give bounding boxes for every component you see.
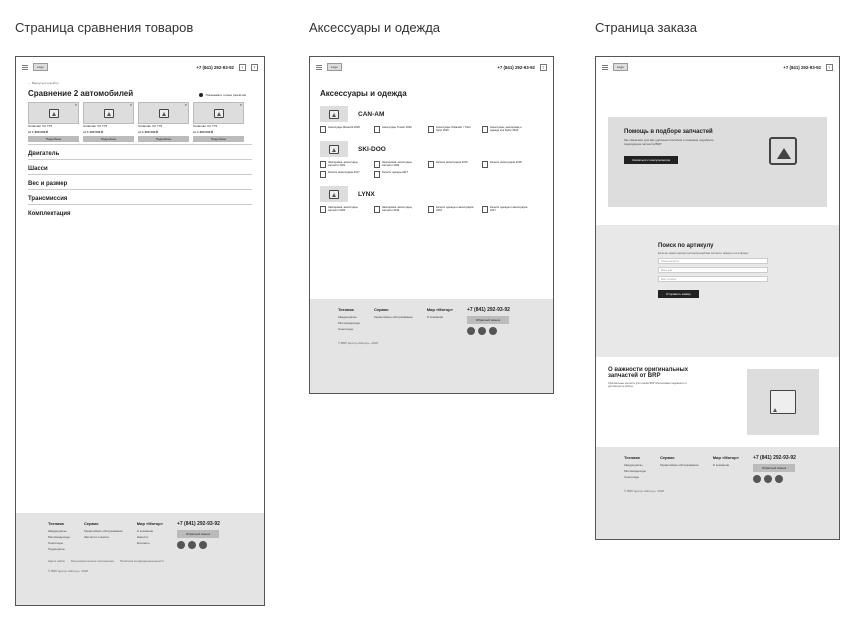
board-title-compare: Страница сравнения товаров <box>15 20 194 35</box>
close-icon[interactable]: × <box>184 102 187 107</box>
footer-link[interactable]: Гарантийное обслуживание <box>659 463 699 467</box>
doc-list <box>320 126 543 133</box>
brand-name: LYNX <box>358 190 375 198</box>
part-number-input[interactable]: Номер запчасти <box>658 258 768 264</box>
article-search <box>596 225 839 357</box>
divider <box>28 174 252 175</box>
youtube-icon[interactable] <box>489 327 497 335</box>
details-button[interactable]: Подробнее <box>28 136 79 142</box>
section-equipment: Комплектация <box>28 211 71 217</box>
footer-col-title: Сервис <box>373 307 389 312</box>
back-link[interactable]: ← Вернуться в выбор <box>28 81 59 85</box>
menu-icon[interactable] <box>316 65 322 70</box>
brand-row <box>320 186 543 202</box>
logo[interactable]: Logo <box>33 63 48 71</box>
footer-link[interactable]: Запчасти и масла <box>83 535 109 539</box>
menu-icon[interactable] <box>22 65 28 70</box>
footer-col-title: Сервис <box>83 521 99 526</box>
site-header <box>310 57 553 77</box>
product-price: от 1 200 000 ₽ <box>28 130 49 134</box>
board-title-accessories: Аксессуары и одежда <box>309 20 441 35</box>
doc-link[interactable]: Каталог аксессуаров 2018 <box>482 161 530 168</box>
doc-link[interactable]: Экипировка, аксессуары, запчасти 2019 <box>374 206 422 213</box>
footer-phone[interactable]: +7 (841) 292-93-92 <box>176 521 220 527</box>
close-icon[interactable]: × <box>74 102 77 107</box>
section-weight: Вес и размер <box>28 181 68 187</box>
diffs-toggle[interactable] <box>199 93 246 97</box>
footer-link[interactable]: Квадроциклы <box>48 529 67 533</box>
compare-icon[interactable]: ▯ <box>826 64 833 71</box>
footer-link[interactable]: Гидроциклы <box>48 547 65 551</box>
original-parts-block <box>596 357 839 453</box>
product-name: Outlander XU T75 <box>193 124 218 128</box>
doc-link[interactable]: Каталог одежды и аксессуаров 2018 <box>428 206 476 213</box>
site-header <box>16 57 264 77</box>
brand-name: CAN-AM <box>358 110 385 118</box>
product-card <box>28 102 79 142</box>
brand-row <box>320 141 543 157</box>
name-input[interactable]: Ваше имя <box>658 267 768 273</box>
diffs-label: Показывать только различия <box>205 93 246 97</box>
footer-link[interactable]: О компании <box>136 529 154 533</box>
footer-link[interactable]: О компании <box>426 315 444 319</box>
callback-button[interactable]: Обратный звонок <box>753 464 795 472</box>
footer-col-title: Мир «Мотор» <box>426 307 453 312</box>
doc-link[interactable]: Экипировка, аксессуары, запчасти 2020 <box>320 206 368 213</box>
header-phone[interactable]: +7 (841) 292-93-92 <box>196 64 234 70</box>
site-footer <box>310 299 553 393</box>
consultant-button[interactable]: Связаться с консультантом <box>624 156 678 164</box>
product-card <box>83 102 134 142</box>
facebook-icon[interactable] <box>764 475 772 483</box>
image-icon <box>329 145 339 154</box>
brand-name: SKI-DOO <box>358 145 386 153</box>
product-price: от 1 200 000 ₽ <box>83 130 104 134</box>
details-button[interactable]: Подробнее <box>138 136 189 142</box>
footer-link[interactable]: Мотовездеходы <box>48 535 70 539</box>
help-title: Помощь в подборе запчастей <box>624 129 713 135</box>
details-button[interactable]: Подробнее <box>83 136 134 142</box>
submit-button[interactable]: Отправить заявку <box>658 290 699 298</box>
footer-link[interactable]: Контакты <box>136 541 150 545</box>
doc-link[interactable]: Каталог аксессуаров 2019 <box>428 161 476 168</box>
facebook-icon[interactable] <box>188 541 196 549</box>
social-icons <box>467 327 510 335</box>
copyright: © BRP Центр «Мотор», 2018 <box>624 489 664 493</box>
copyright: © BRP Центр «Мотор», 2018 <box>338 341 378 345</box>
footer-link[interactable]: Мотовездеходы <box>624 469 646 473</box>
footer-col-title: Сервис <box>659 455 675 460</box>
product-name: Outlander XU T75 <box>28 124 53 128</box>
help-text: Мы свяжемся для вас удобным способом и поможем подобрать подходящие запчасти BRP <box>624 138 714 146</box>
order-page-frame <box>595 56 840 540</box>
footer-link[interactable]: Новости <box>136 535 149 539</box>
compare-icon[interactable]: ▯ <box>540 64 547 71</box>
orig-text: Оригинальные запчасти для техники BRP обеспечивают надежность и долговечность работы. <box>608 382 687 388</box>
image-icon <box>329 110 339 119</box>
doc-list <box>320 206 543 213</box>
menu-icon[interactable] <box>602 65 608 70</box>
logo[interactable]: Logo <box>613 63 628 71</box>
footer-col-title: Мир «Мотор» <box>136 521 163 526</box>
image-icon <box>769 137 797 165</box>
accessories-page-frame <box>309 56 554 394</box>
section-engine: Двигатель <box>28 151 60 157</box>
footer-link[interactable]: Квадроциклы <box>338 315 357 319</box>
social-icons <box>177 541 220 549</box>
product-price: от 1 200 000 ₽ <box>193 130 214 134</box>
divider <box>28 189 252 190</box>
doc-link[interactable]: Аксессуары, экипировка и одежда для Ryker 2020 <box>482 126 530 133</box>
legal-link[interactable]: Карта сайта <box>48 559 65 563</box>
footer-phone[interactable]: +7 (841) 292-93-92 <box>466 307 510 313</box>
help-block <box>608 117 827 207</box>
site-footer <box>596 447 839 539</box>
doc-link[interactable]: Экипировка, аксессуары, запчасти 2021 <box>320 161 368 168</box>
orig-title: О важности оригинальных запчастей от BRP <box>608 367 689 379</box>
legal-link[interactable]: Пользовательское соглашение <box>70 559 114 563</box>
product-name: Outlander XU T75 <box>83 124 108 128</box>
header-phone[interactable]: +7 (841) 292-93-92 <box>783 64 821 70</box>
doc-list <box>320 161 543 178</box>
footer-col-title: Техника <box>624 455 640 460</box>
doc-link[interactable]: Аксессуары Maverick 2020 <box>320 126 368 133</box>
site-footer <box>16 513 264 605</box>
instagram-icon[interactable] <box>753 475 761 483</box>
footer-link[interactable]: Снегоходы <box>48 541 64 545</box>
image-icon <box>770 390 796 414</box>
instagram-icon[interactable] <box>177 541 185 549</box>
board-title-order: Страница заказа <box>595 20 697 35</box>
image-icon <box>159 109 169 118</box>
doc-link[interactable]: Каталог одежды 2017 <box>374 171 422 178</box>
footer-col-title: Мир «Мотор» <box>712 455 739 460</box>
footer-link[interactable]: Гарантийное обслуживание <box>373 315 413 319</box>
phone-input[interactable]: Ваш телефон <box>658 276 768 282</box>
image-icon <box>49 109 59 118</box>
doc-link[interactable]: Аксессуары Traxter 2020 <box>374 126 422 133</box>
footer-link[interactable]: Снегоходы <box>624 475 640 479</box>
compare-cards <box>16 102 264 142</box>
footer-link[interactable]: Гарантийное обслуживание <box>83 529 123 533</box>
divider <box>28 144 252 145</box>
image-icon <box>329 190 339 199</box>
compare-page-frame <box>15 56 265 606</box>
instagram-icon[interactable] <box>467 327 475 335</box>
product-card <box>138 102 189 142</box>
footer-link[interactable]: Мотовездеходы <box>338 321 360 325</box>
cart-icon[interactable]: ⇩ <box>251 64 258 71</box>
footer-link[interactable]: О компании <box>712 463 730 467</box>
callback-button[interactable]: Обратный звонок <box>177 530 219 538</box>
footer-col-title: Техника <box>338 307 354 312</box>
product-name: Outlander XU T75 <box>138 124 163 128</box>
details-button[interactable]: Подробнее <box>193 136 244 142</box>
footer-phone[interactable]: +7 (841) 292-93-92 <box>752 455 796 461</box>
logo[interactable]: Logo <box>327 63 342 71</box>
section-chassis: Шасси <box>28 166 48 172</box>
doc-link[interactable]: Экипировка, аксессуары, запчасти 2020 <box>374 161 422 168</box>
callback-button[interactable]: Обратный звонок <box>467 316 509 324</box>
image-icon <box>214 109 224 118</box>
facebook-icon[interactable] <box>478 327 486 335</box>
doc-link[interactable]: Каталог одежды и аксессуаров 2017 <box>482 206 530 213</box>
doc-link[interactable]: Аксессуары Outlander / Trail / Sport 2020 <box>428 126 476 133</box>
site-header <box>596 57 839 77</box>
compare-icon[interactable]: ▯ <box>239 64 246 71</box>
divider <box>28 204 252 205</box>
image-icon <box>104 109 114 118</box>
doc-link[interactable]: Каталог аксессуаров 2017 <box>320 171 368 178</box>
youtube-icon[interactable] <box>199 541 207 549</box>
brand-row <box>320 106 543 122</box>
close-icon[interactable]: × <box>129 102 132 107</box>
radio-icon <box>199 93 203 97</box>
footer-link[interactable]: Снегоходы <box>338 327 354 331</box>
footer-link[interactable]: Квадроциклы <box>624 463 643 467</box>
product-price: от 1 200 000 ₽ <box>138 130 159 134</box>
social-icons <box>753 475 796 483</box>
divider <box>28 159 252 160</box>
page-title: Аксессуары и одежда <box>320 89 407 98</box>
youtube-icon[interactable] <box>775 475 783 483</box>
header-phone[interactable]: +7 (841) 292-93-92 <box>497 64 535 70</box>
footer-col-title: Техника <box>48 521 64 526</box>
legal-link[interactable]: Политика конфиденциальности <box>119 559 165 563</box>
product-card <box>193 102 244 142</box>
page-title: Сравнение 2 автомобилей <box>28 89 134 98</box>
copyright: © BRP Центр «Мотор», 2018 <box>48 569 88 573</box>
close-icon[interactable]: × <box>239 102 242 107</box>
search-text: Если вы знаете артикул интересующей вас запчасти, введите его в форму <box>658 252 749 255</box>
section-transmission: Трансмиссия <box>28 196 68 202</box>
search-title: Поиск по артикулу <box>658 243 714 249</box>
